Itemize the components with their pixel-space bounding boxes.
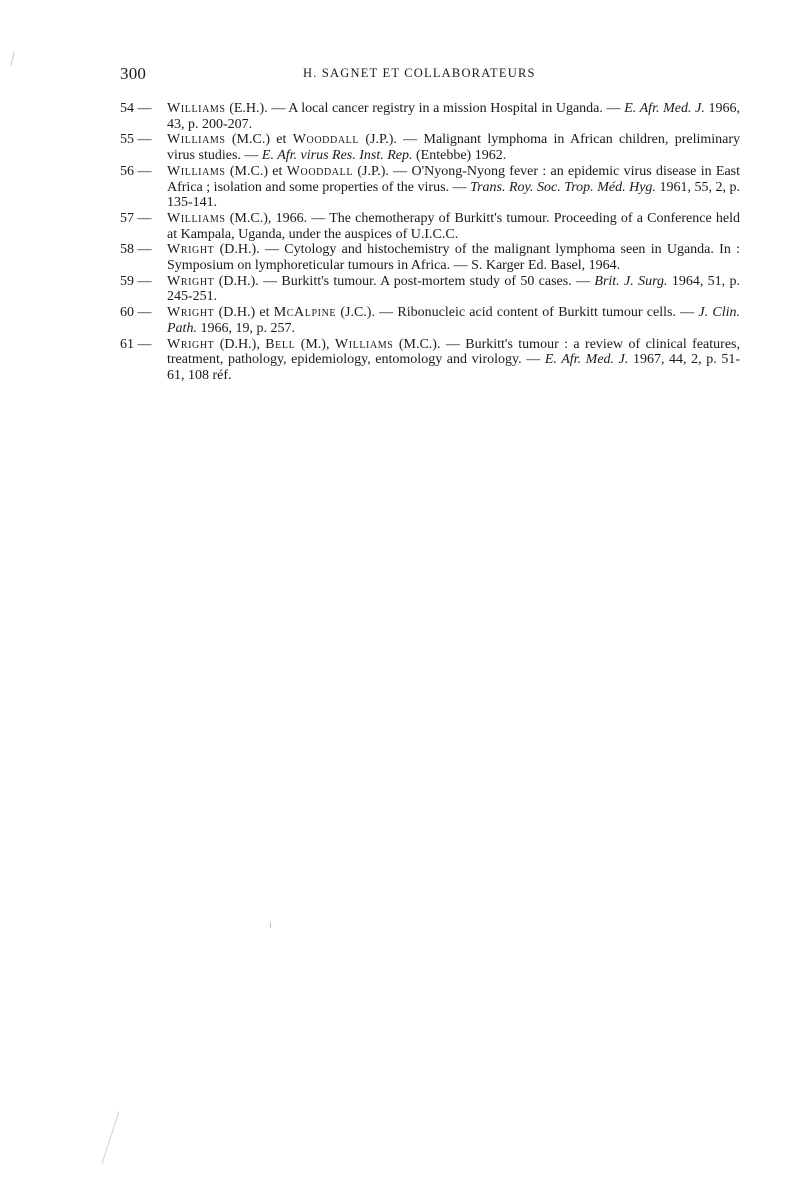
author-name: Wooddall [292, 132, 360, 148]
reference-segment: (E.H.). — A local cancer registry in a mission Hospital in Uganda. — [225, 101, 625, 116]
reference-segment: 1966, 19, p. 257. [196, 320, 295, 336]
author-name: Williams [334, 336, 394, 352]
reference-entry [120, 164, 740, 211]
running-head: H. SAGNET ET COLLABORATEURS [303, 66, 536, 80]
reference-segment: (M.C.) et [225, 163, 287, 179]
author-name: Wooddall [286, 163, 354, 179]
reference-text [167, 101, 740, 132]
scan-mark [102, 1111, 120, 1164]
reference-segment: (J.P.). — Malignant lymphoma in African children, preliminary virus studies. — [167, 132, 741, 164]
reference-number: 55 — [120, 132, 152, 148]
reference-text [167, 164, 740, 210]
reference-segment: 1966, 43, p. 200-207. [167, 101, 741, 132]
reference-entry [120, 337, 740, 384]
journal-title: Brit. J. Surg. [594, 273, 668, 289]
author-name: Williams [167, 210, 226, 226]
journal-title: E. Afr. Med. J. [624, 101, 705, 116]
reference-text [167, 211, 740, 242]
reference-segment: (M.C.). — Burkitt's tumour : a review of clinical features, treatment, pathology, epidemiology, entomology and virology. — [167, 336, 740, 368]
reference-segment: (M.), [295, 336, 335, 352]
reference-segment: (M.C.), 1966. — The chemotherapy of Burkitt's tumour. Proceeding of a Conference held at Kampala, Uganda, under the auspices of U.I.C.C. [167, 210, 740, 242]
reference-number: 54 — [120, 101, 152, 116]
author-name: Williams [167, 101, 226, 116]
journal-title: E. Afr. virus Res. Inst. Rep. [261, 148, 413, 164]
reference-entry [120, 101, 740, 132]
reference-segment: 1967, 44, 2, p. 51-61, 108 réf. [167, 352, 740, 383]
reference-segment: (D.H.). — Cytology and histochemistry of the malignant lymphoma seen in Uganda. In : Symposium on lymphoreticular tumours in Africa. — S. Karger Ed. Basel, 1964. [167, 242, 740, 274]
reference-segment: (D.H.), [214, 336, 266, 352]
author-name: Wright [167, 336, 215, 352]
reference-segment: (J.C.). — Ribonucleic acid content of Burkitt tumour cells. — [336, 305, 699, 321]
reference-entry [120, 242, 740, 273]
reference-segment: (Entebbe) 1962. [412, 148, 507, 164]
reference-number: 59 — [120, 273, 152, 289]
author-name: Wright [167, 273, 215, 289]
author-name: McAlpine [273, 305, 337, 321]
author-name: Wright [167, 305, 215, 321]
reference-text [167, 274, 740, 305]
author-name: Wright [167, 242, 215, 258]
reference-segment: 1964, 51, p. 245-251. [167, 273, 741, 305]
scan-mark [270, 922, 271, 928]
reference-segment: (M.C.) et [225, 132, 293, 148]
reference-number: 61 — [120, 336, 152, 352]
journal-title: Trans. Roy. Soc. Trop. Méd. Hyg. [470, 179, 656, 195]
reference-segment: (D.H.). — Burkitt's tumour. A post-mortem study of 50 cases. — [214, 273, 595, 289]
reference-entry [120, 274, 740, 305]
journal-title: E. Afr. Med. J. [544, 352, 629, 368]
author-name: Williams [167, 132, 226, 148]
reference-segment: 1961, 55, 2, p. 135-141. [167, 179, 740, 211]
reference-text [167, 242, 740, 273]
author-name: Williams [167, 163, 226, 179]
reference-entry [120, 305, 740, 336]
journal-title: J. Clin. Path. [167, 305, 740, 336]
reference-text [167, 305, 740, 336]
reference-entry [120, 211, 740, 242]
reference-number: 58 — [120, 242, 152, 258]
reference-text [167, 337, 740, 383]
scan-mark [11, 52, 15, 66]
reference-number: 60 — [120, 305, 152, 321]
reference-number: 57 — [120, 210, 152, 226]
reference-entry [120, 132, 740, 163]
reference-number: 56 — [120, 163, 152, 179]
page-number: 300 [120, 64, 147, 83]
reference-list [120, 101, 740, 384]
reference-segment: (J.P.). — O'Nyong-Nyong fever : an epidemic virus disease in East Africa ; isolation and some properties of the virus. — [167, 163, 740, 195]
author-name: Bell [265, 336, 296, 352]
reference-text [167, 132, 740, 163]
reference-segment: (D.H.) et [214, 305, 274, 321]
